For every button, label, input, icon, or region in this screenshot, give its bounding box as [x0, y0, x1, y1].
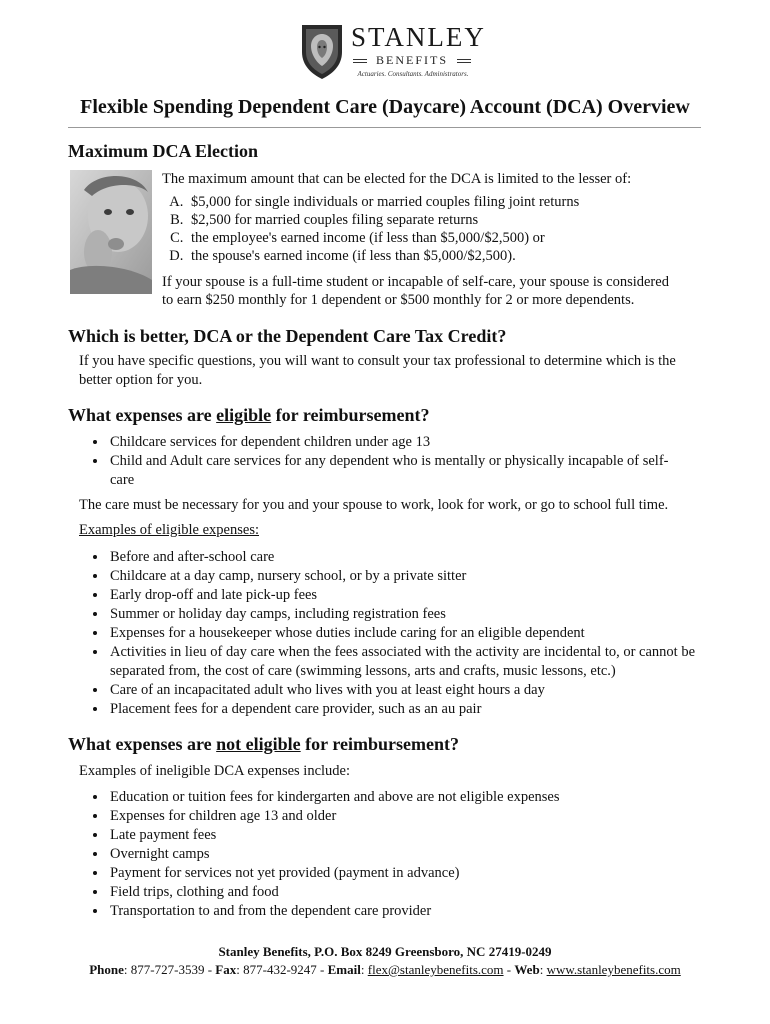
- list-item: • Education or tuition fees for kindergarten and above are not eligible expenses: [108, 788, 700, 807]
- max-election-list: [162, 193, 579, 265]
- list-item: • Transportation to and from the dependent care provider: [108, 902, 700, 921]
- list-item: • Payment for services not yet provided (payment in advance): [108, 864, 700, 883]
- max-election-heading: Maximum DCA Election: [68, 141, 258, 161]
- not-eligible-heading-post: for reimbursement?: [300, 734, 459, 754]
- dca-vs-credit-line-2: better option for you.: [79, 372, 203, 388]
- eligible-heading: [68, 404, 429, 426]
- eligible-services-list: [68, 433, 700, 490]
- not-eligible-heading-pre: What expenses are: [68, 734, 217, 754]
- list-item: • Before and after-school care: [108, 548, 700, 567]
- not-eligible-list: [68, 788, 700, 921]
- list-item: • Care of an incapacitated adult who lives with you at least eight hours a day: [108, 681, 700, 700]
- list-item: • Activities in lieu of day care when the fees associated with the activity are incidental to, or cannot be separated from, the cost of care (swimming lessons, arts and crafts, music lessons, etc.): [108, 643, 700, 681]
- logo-divider: [457, 59, 471, 60]
- footer-address: [0, 943, 770, 961]
- child-photo: [70, 170, 152, 294]
- eligible-heading-pre: What expenses are: [68, 405, 217, 425]
- fax-number: 877-432-9247: [243, 962, 317, 977]
- list-item: • Late payment fees: [108, 826, 700, 845]
- max-election-intro: The maximum amount that can be elected for the DCA is limited to the lesser of:: [162, 171, 632, 187]
- dca-vs-credit-heading: Which is better, DCA or the Dependent Care Tax Credit?: [68, 326, 507, 346]
- logo-sub-row: [353, 52, 471, 68]
- dca-vs-credit-line-1: If you have specific questions, you will want to consult your tax professional to determine which is the: [79, 353, 676, 369]
- list-item: • Childcare at a day camp, nursery school, or by a private sitter: [108, 567, 700, 586]
- footer-address-text: Stanley Benefits, P.O. Box 8249 Greensboro, NC 27419-0249: [218, 944, 552, 959]
- eligible-heading-post: for reimbursement?: [271, 405, 430, 425]
- phone-number: 877-727-3539: [130, 962, 205, 977]
- eligible-examples-heading: Examples of eligible expenses:: [79, 522, 259, 538]
- eligible-care-note: The care must be necessary for you and your spouse to work, look for work, or go to school full time.: [79, 497, 669, 513]
- list-item: C. the employee's earned income (if less than $5,000/$2,500) or: [187, 229, 579, 247]
- logo-divider: [457, 62, 471, 63]
- eligible-heading-underlined: eligible: [216, 405, 272, 425]
- page-title: Flexible Spending Dependent Care (Daycare) Account (DCA) Overview: [80, 96, 690, 118]
- list-item: • Expenses for children age 13 and older: [108, 807, 700, 826]
- list-item: • Field trips, clothing and food: [108, 883, 700, 902]
- phone-label: Phone: [89, 962, 124, 977]
- spouse-note-line-1: If your spouse is a full-time student or incapable of self-care, your spouse is considered: [162, 274, 669, 290]
- logo-name: STANLEY: [351, 22, 486, 52]
- list-item: • Summer or holiday day camps, including registration fees: [108, 605, 700, 624]
- not-eligible-heading-underlined: not eligible: [216, 734, 301, 754]
- logo-divider: [353, 62, 367, 63]
- fax-label: Fax: [215, 962, 237, 977]
- list-item: • Child and Adult care services for any dependent who is mentally or physically incapable of self-care: [108, 452, 680, 490]
- list-item: B. $2,500 for married couples filing separate returns: [187, 211, 579, 229]
- email-label: Email: [327, 962, 361, 977]
- web-link[interactable]: www.stanleybenefits.com: [546, 962, 681, 977]
- list-item: • Childcare services for dependent children under age 13: [108, 433, 700, 452]
- list-item: • Expenses for a housekeeper whose duties include caring for an eligible dependent: [108, 624, 700, 643]
- not-eligible-intro: Examples of ineligible DCA expenses include:: [79, 763, 351, 779]
- eligible-examples-list: [68, 548, 700, 719]
- list-item: • Placement fees for a dependent care provider, such as an au pair: [108, 700, 700, 719]
- spouse-note-line-2: to earn $250 monthly for 1 dependent or $500 monthly for 2 or more dependents.: [162, 292, 635, 308]
- logo-divider: [353, 59, 367, 60]
- footer-contact: Phone: 877-727-3539 - Fax: 877-432-9247 - Email: flex@stanleybenefits.com - Web: www.stanleybenefits.com: [89, 962, 681, 977]
- stanley-benefits-logo: [298, 22, 486, 80]
- email-link[interactable]: flex@stanleybenefits.com: [367, 962, 504, 977]
- lion-shield-icon: [298, 22, 346, 80]
- list-item: • Early drop-off and late pick-up fees: [108, 586, 700, 605]
- web-label: Web: [514, 962, 540, 977]
- logo-benefits: BENEFITS: [375, 53, 448, 67]
- list-item: A. $5,000 for single individuals or married couples filing joint returns: [187, 193, 579, 211]
- list-item: D. the spouse's earned income (if less than $5,000/$2,500).: [187, 247, 579, 265]
- list-item: • Overnight camps: [108, 845, 700, 864]
- not-eligible-heading: [68, 733, 459, 755]
- title-divider: [68, 127, 701, 128]
- logo-tagline: Actuaries. Consultants. Administrators.: [357, 70, 469, 78]
